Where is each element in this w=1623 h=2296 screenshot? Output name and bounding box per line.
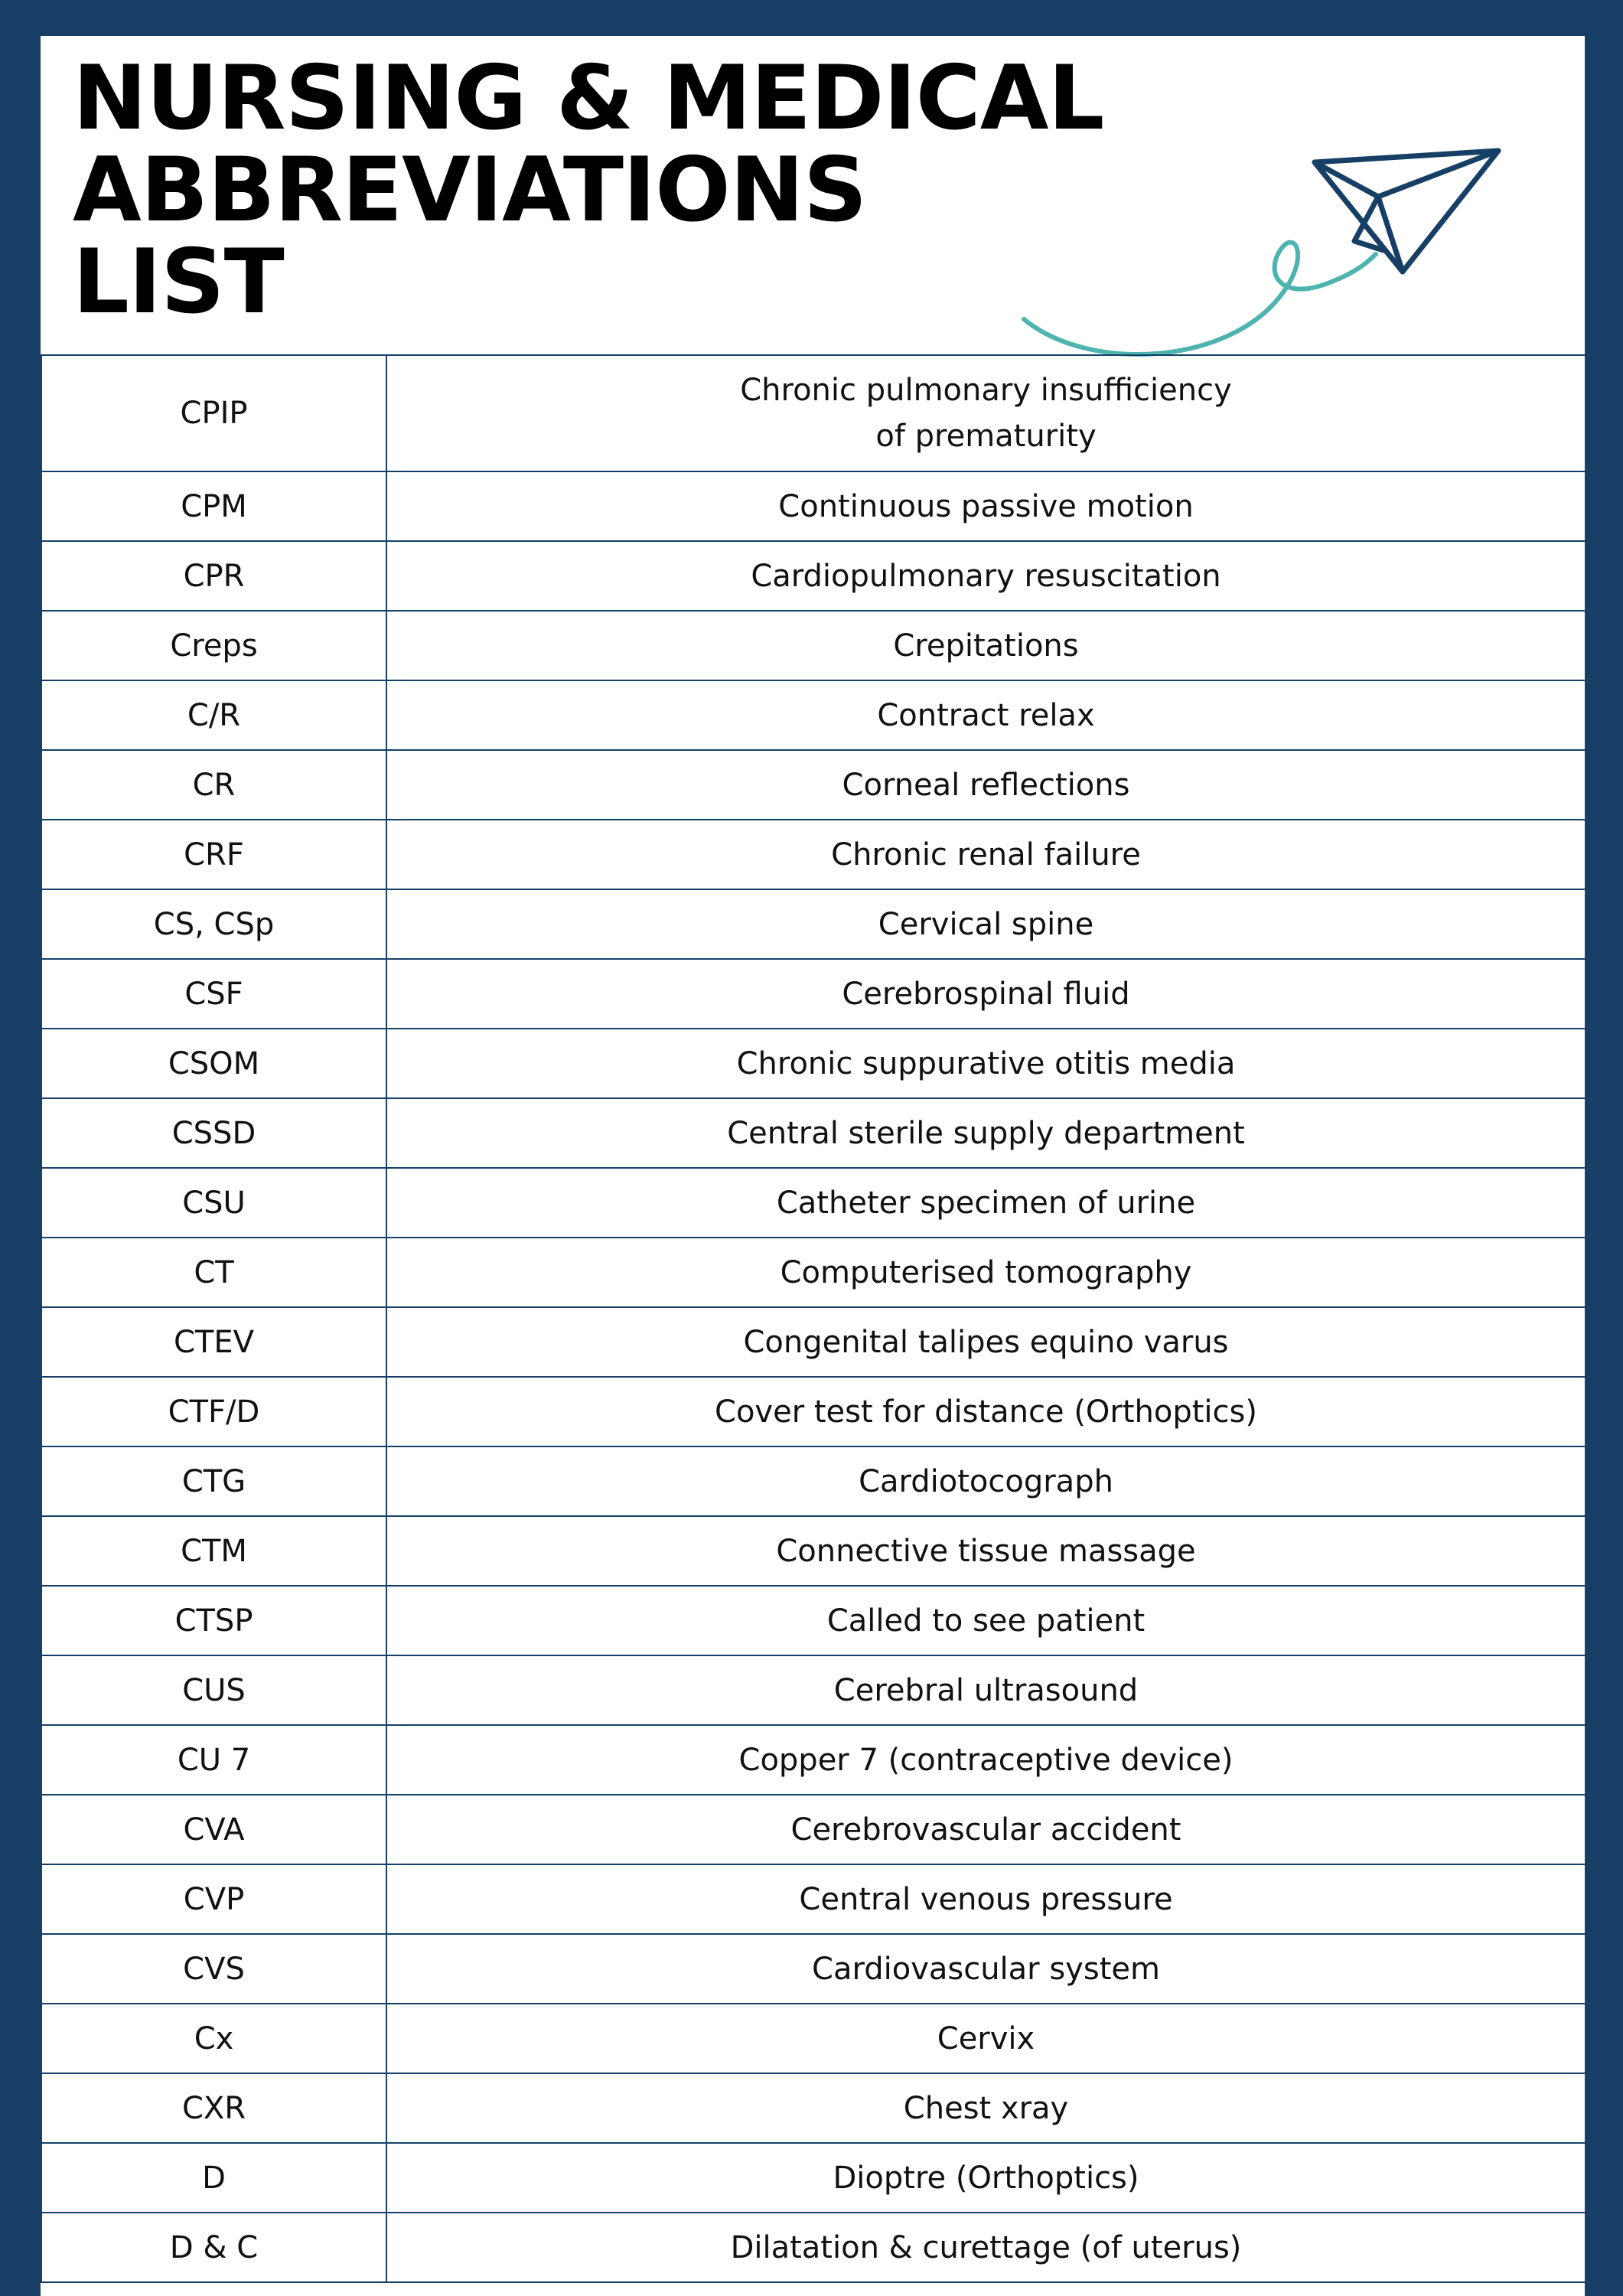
meaning-cell	[386, 2143, 1585, 2213]
meaning-cell	[386, 1168, 1585, 1238]
abbreviation-cell: C/R	[41, 680, 386, 750]
abbreviation-cell: CXR	[41, 2073, 386, 2143]
table-row	[41, 1516, 1585, 1586]
meaning-cell	[386, 355, 1585, 471]
meaning-text: Catheter specimen of urine	[776, 1185, 1196, 1221]
meaning-cell	[386, 541, 1585, 611]
abbreviation-cell: D	[41, 2143, 386, 2213]
table-row	[41, 1864, 1585, 1934]
abbreviation-cell: CPIP	[41, 355, 386, 471]
abbreviation-cell: CTEV	[41, 1307, 386, 1377]
table-row	[41, 1655, 1585, 1725]
meaning-text: Central sterile supply department	[727, 1115, 1245, 1151]
meaning-text: Chronic suppurative otitis media	[736, 1045, 1236, 1081]
abbreviation-cell: CR	[41, 750, 386, 820]
meaning-cell	[386, 611, 1585, 680]
title-line-3: LIST	[73, 230, 284, 334]
meaning-text: Cardiotocograph	[859, 1463, 1113, 1499]
table-row	[41, 1725, 1585, 1795]
abbreviation-cell: CSF	[41, 959, 386, 1029]
table-row	[41, 1168, 1585, 1238]
abbreviation-cell: CRF	[41, 820, 386, 889]
meaning-cell	[386, 1586, 1585, 1655]
meaning-cell	[386, 680, 1585, 750]
table-row	[41, 355, 1585, 471]
table-body	[41, 355, 1585, 2282]
meaning-cell	[386, 1377, 1585, 1446]
abbreviation-cell: CTF/D	[41, 1377, 386, 1446]
table-row	[41, 611, 1585, 680]
table-row	[41, 2213, 1585, 2282]
meaning-text: Cerebral ultrasound	[833, 1672, 1139, 1708]
meaning-text: Cardiovascular system	[812, 1951, 1160, 1987]
paper-plane-icon	[974, 105, 1556, 365]
table-row	[41, 820, 1585, 889]
table-row	[41, 1098, 1585, 1168]
abbreviation-cell: D & C	[41, 2213, 386, 2282]
meaning-text: Dilatation & curettage (of uterus)	[730, 2229, 1242, 2265]
meaning-text: of prematurity	[875, 419, 1097, 454]
table-row	[41, 1795, 1585, 1864]
abbreviations-table-wrap	[41, 354, 1585, 2283]
meaning-cell	[386, 2073, 1585, 2143]
abbreviation-cell: CSOM	[41, 1029, 386, 1098]
meaning-cell	[386, 1516, 1585, 1586]
abbreviation-cell: CU 7	[41, 1725, 386, 1795]
meaning-text: Dioptre (Orthoptics)	[833, 2160, 1139, 2196]
meaning-cell	[386, 1029, 1585, 1098]
table-row	[41, 1029, 1585, 1098]
abbreviation-cell: Creps	[41, 611, 386, 680]
table-row	[41, 680, 1585, 750]
abbreviation-cell: Cx	[41, 2004, 386, 2073]
meaning-text: Chronic pulmonary insufficiency	[740, 373, 1232, 408]
table-row	[41, 1307, 1585, 1377]
header	[41, 36, 1585, 354]
meaning-text: Connective tissue massage	[776, 1533, 1196, 1569]
abbreviations-table	[41, 354, 1585, 2283]
meaning-cell	[386, 1307, 1585, 1377]
meaning-cell	[386, 471, 1585, 541]
abbreviation-cell: CVS	[41, 1934, 386, 2004]
plane-body	[1315, 151, 1498, 272]
meaning-cell	[386, 1098, 1585, 1168]
meaning-text: Cover test for distance (Orthoptics)	[715, 1394, 1257, 1430]
plane-trail	[1024, 243, 1376, 354]
meaning-cell	[386, 889, 1585, 959]
table-row	[41, 541, 1585, 611]
meaning-text: Cervix	[937, 2020, 1035, 2056]
abbreviation-cell: CS, CSp	[41, 889, 386, 959]
title-line-1: NURSING & MEDICAL	[73, 47, 1104, 150]
table-row	[41, 2073, 1585, 2143]
meaning-text: Cerebrospinal fluid	[842, 976, 1130, 1012]
meaning-cell	[386, 959, 1585, 1029]
table-row	[41, 959, 1585, 1029]
meaning-text: Corneal reflections	[842, 767, 1130, 803]
meaning-text: Contract relax	[877, 697, 1095, 733]
table-row	[41, 2143, 1585, 2213]
meaning-cell	[386, 1238, 1585, 1307]
table-row	[41, 2004, 1585, 2073]
meaning-text: Computerised tomography	[780, 1254, 1192, 1290]
table-row	[41, 1934, 1585, 2004]
abbreviation-cell: CVA	[41, 1795, 386, 1864]
meaning-text: Copper 7 (contraceptive device)	[738, 1742, 1234, 1778]
title-line-2: ABBREVIATIONS	[73, 139, 867, 242]
meaning-cell	[386, 1934, 1585, 2004]
abbreviation-cell: CT	[41, 1238, 386, 1307]
meaning-text: Cerebrovascular accident	[790, 1812, 1181, 1848]
abbreviation-cell: CUS	[41, 1655, 386, 1725]
table-row	[41, 1377, 1585, 1446]
meaning-text: Cardiopulmonary resuscitation	[751, 558, 1221, 594]
meaning-cell	[386, 1795, 1585, 1864]
meaning-cell	[386, 1446, 1585, 1516]
meaning-cell	[386, 2004, 1585, 2073]
abbreviation-cell: CPM	[41, 471, 386, 541]
meaning-cell	[386, 1725, 1585, 1795]
meaning-text: Central venous pressure	[799, 1881, 1173, 1917]
meaning-cell	[386, 750, 1585, 820]
table-row	[41, 1586, 1585, 1655]
document-sheet	[41, 36, 1585, 2296]
meaning-cell	[386, 1655, 1585, 1725]
meaning-cell	[386, 1864, 1585, 1934]
meaning-cell	[386, 2213, 1585, 2282]
page-title	[73, 47, 1104, 334]
meaning-text: Continuous passive motion	[778, 488, 1194, 524]
abbreviation-cell: CPR	[41, 541, 386, 611]
abbreviation-cell: CTG	[41, 1446, 386, 1516]
meaning-text: Crepitations	[893, 628, 1079, 664]
meaning-text: Chest xray	[903, 2090, 1069, 2126]
meaning-text: Called to see patient	[826, 1603, 1146, 1639]
table-row	[41, 1446, 1585, 1516]
table-row	[41, 750, 1585, 820]
abbreviation-cell: CSU	[41, 1168, 386, 1238]
table-row	[41, 889, 1585, 959]
table-row	[41, 471, 1585, 541]
abbreviation-cell: CSSD	[41, 1098, 386, 1168]
meaning-text: Chronic renal failure	[831, 837, 1141, 872]
abbreviation-cell: CVP	[41, 1864, 386, 1934]
abbreviation-cell: CTM	[41, 1516, 386, 1586]
abbreviation-cell: CTSP	[41, 1586, 386, 1655]
table-row	[41, 1238, 1585, 1307]
meaning-text: Congenital talipes equino varus	[743, 1324, 1229, 1360]
meaning-cell	[386, 820, 1585, 889]
meaning-text: Cervical spine	[878, 906, 1094, 942]
